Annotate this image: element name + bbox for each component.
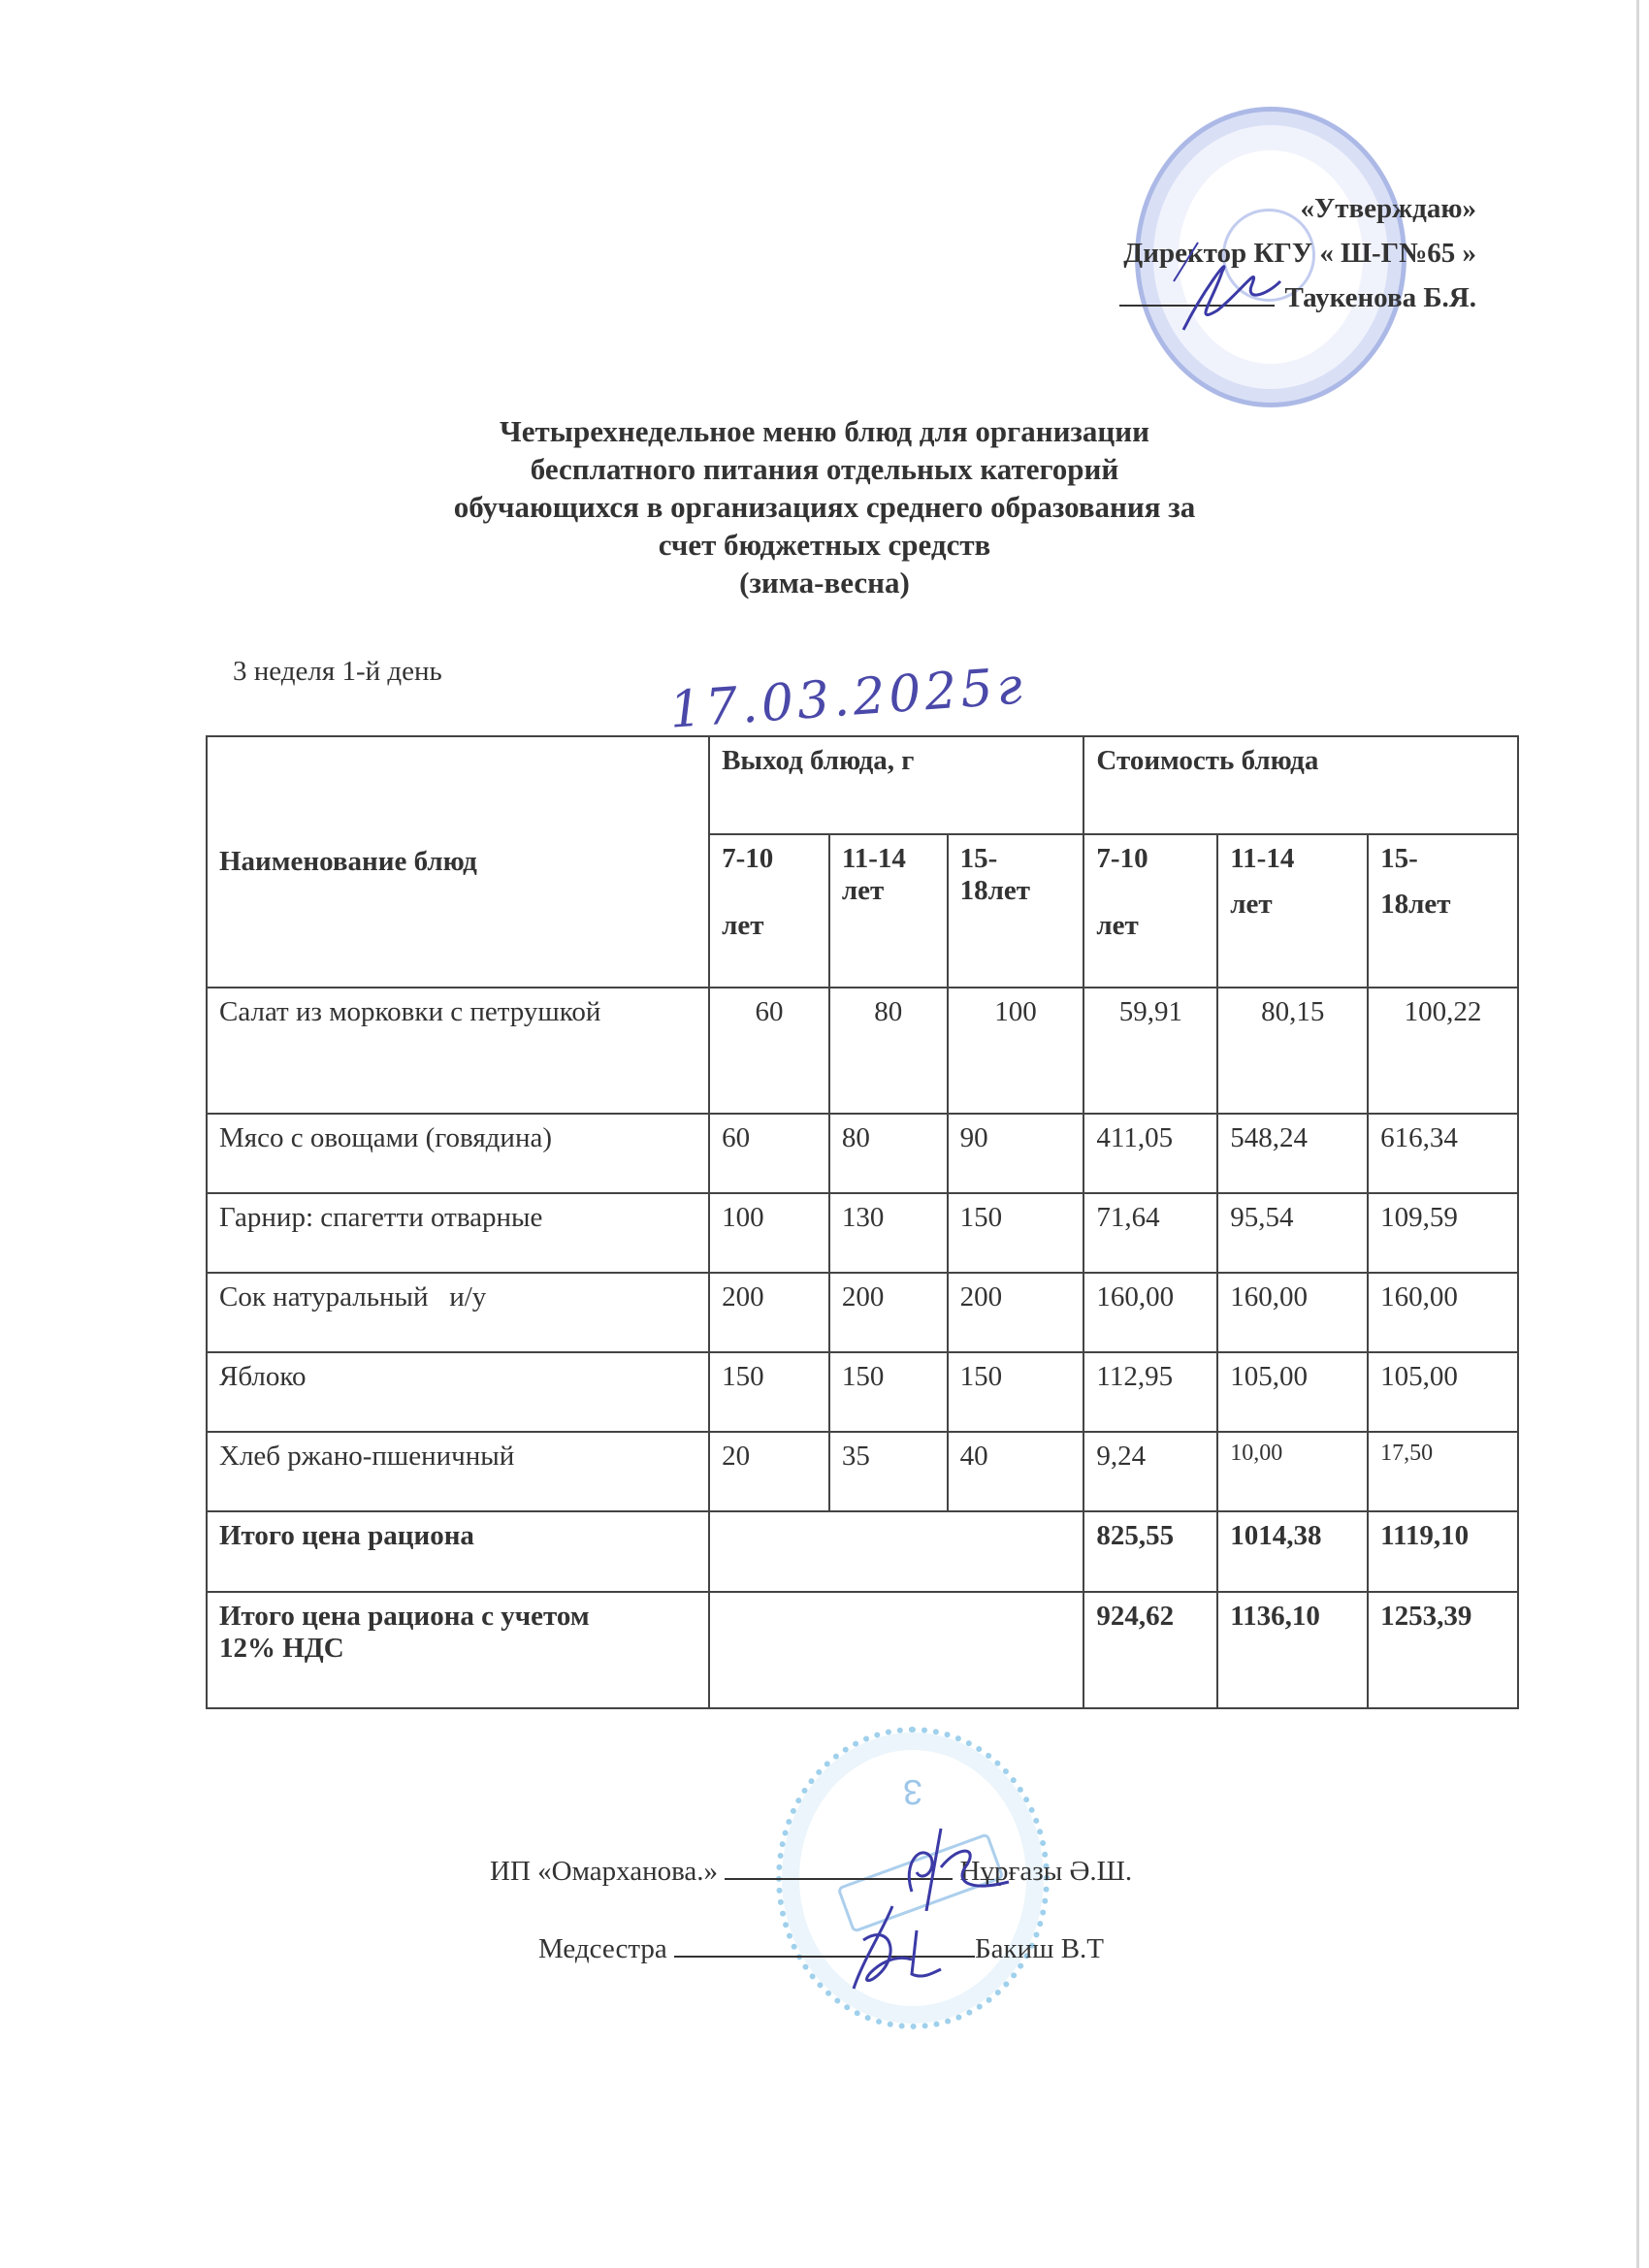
- total-vat-value: 1136,10: [1217, 1592, 1368, 1708]
- yield-value: 35: [829, 1432, 948, 1511]
- header-dish-name: Наименование блюд: [207, 736, 709, 988]
- header-cost: Стоимость блюда: [1083, 736, 1518, 834]
- yield-value: 80: [829, 988, 948, 1114]
- cost-value: 71,64: [1083, 1193, 1217, 1273]
- header-age: [829, 834, 948, 988]
- yield-value: 100: [709, 1193, 829, 1273]
- cost-value: 160,00: [1083, 1273, 1217, 1352]
- menu-table: [206, 735, 1519, 1709]
- supplier-signature: [873, 1824, 1028, 1911]
- age-top: 15-: [1380, 843, 1418, 874]
- dish-name: Мясо с овощами (говядина): [207, 1114, 709, 1193]
- header-age: [1083, 834, 1217, 988]
- yield-value: 150: [948, 1193, 1084, 1273]
- yield-value: 40: [948, 1432, 1084, 1511]
- cost-value: 100,22: [1368, 988, 1518, 1114]
- dish-name: Хлеб ржано-пшеничный: [207, 1432, 709, 1511]
- yield-value: 150: [829, 1352, 948, 1432]
- cost-value: 616,34: [1368, 1114, 1518, 1193]
- dish-name: Яблоко: [207, 1352, 709, 1432]
- yield-value: 60: [709, 988, 829, 1114]
- title-line: обучающихся в организациях среднего образования за: [453, 490, 1196, 524]
- age-top: 7-10: [1096, 843, 1148, 874]
- age-top: 11-14: [841, 843, 906, 874]
- total-vat-value: 1253,39: [1368, 1592, 1518, 1708]
- age-bottom: лет: [841, 875, 885, 906]
- total-label: Итого цена рациона: [207, 1511, 709, 1592]
- cost-value: 105,00: [1217, 1352, 1368, 1432]
- table-row: [207, 1193, 1518, 1273]
- table-row: [207, 1352, 1518, 1432]
- yield-value: 100: [948, 988, 1084, 1114]
- cost-value: 80,15: [1217, 988, 1368, 1114]
- yield-value: 90: [948, 1114, 1084, 1193]
- handwritten-date: 17.03.2025г: [667, 657, 1028, 740]
- table-row: [207, 1273, 1518, 1352]
- total-row: [207, 1511, 1518, 1592]
- yield-value: 200: [709, 1273, 829, 1352]
- table-row: [207, 988, 1518, 1114]
- yield-value: 130: [829, 1193, 948, 1273]
- age-top: 7-10: [722, 843, 774, 874]
- age-bottom: лет: [1230, 889, 1273, 920]
- page-edge: [1636, 0, 1639, 2268]
- title-line: бесплатного питания отдельных категорий: [530, 452, 1119, 486]
- table-row: [207, 1432, 1518, 1511]
- nurse-signature: [834, 1901, 970, 1998]
- total-vat-label: Итого цена рациона с учетом 12% НДС: [207, 1592, 709, 1708]
- approval-position: Директор КГУ « Ш-Г№65 »: [1123, 238, 1476, 269]
- week-day-label: 3 неделя 1-й день: [233, 656, 442, 687]
- age-bottom: лет: [1096, 910, 1139, 941]
- total-vat-row: [207, 1592, 1518, 1708]
- yield-value: 60: [709, 1114, 829, 1193]
- supplier-stamp: 3: [776, 1727, 1050, 2029]
- age-bottom: лет: [722, 910, 764, 941]
- dish-name: Салат из морковки с петрушкой: [207, 988, 709, 1114]
- approval-name: Таукенова Б.Я.: [1284, 282, 1476, 313]
- yield-value: 200: [829, 1273, 948, 1352]
- dish-name: Гарнир: спагетти отварные: [207, 1193, 709, 1273]
- cost-value: 10,00: [1217, 1432, 1368, 1511]
- document-title: [0, 412, 1649, 601]
- empty-cell: [709, 1511, 1083, 1592]
- cost-value: 411,05: [1083, 1114, 1217, 1193]
- supplier-name: Нұрғазы Ә.Ш.: [959, 1856, 1133, 1887]
- yield-value: 80: [829, 1114, 948, 1193]
- yield-value: 20: [709, 1432, 829, 1511]
- age-top: 15-: [959, 843, 998, 874]
- cost-value: 95,54: [1217, 1193, 1368, 1273]
- age-top: 11-14: [1230, 843, 1295, 874]
- yield-value: 200: [948, 1273, 1084, 1352]
- director-signature: [1164, 233, 1290, 340]
- age-bottom: 18лет: [1380, 889, 1451, 920]
- cost-value: 105,00: [1368, 1352, 1518, 1432]
- cost-value: 112,95: [1083, 1352, 1217, 1432]
- age-bottom: 18лет: [959, 875, 1030, 906]
- cost-value: 9,24: [1083, 1432, 1217, 1511]
- cost-value: 160,00: [1217, 1273, 1368, 1352]
- cost-value: 17,50: [1368, 1432, 1518, 1511]
- nurse-signature-row: [538, 1930, 1104, 1965]
- header-age: [709, 834, 829, 988]
- yield-value: 150: [709, 1352, 829, 1432]
- yield-value: 150: [948, 1352, 1084, 1432]
- supplier-label: ИП «Омарханова.»: [490, 1856, 719, 1887]
- title-line: Четырехнедельное меню блюд для организации: [500, 414, 1149, 448]
- title-line: (зима-весна): [739, 566, 910, 599]
- header-row: [207, 736, 1518, 834]
- total-vat-value: 924,62: [1083, 1592, 1217, 1708]
- cost-value: 160,00: [1368, 1273, 1518, 1352]
- approval-heading: «Утверждаю»: [1300, 193, 1476, 224]
- empty-cell: [709, 1592, 1083, 1708]
- total-value: 1014,38: [1217, 1511, 1368, 1592]
- nurse-name: Бакиш В.Т: [975, 1933, 1105, 1964]
- nurse-label: Медсестра: [538, 1933, 667, 1964]
- dish-name: Сок натуральный и/у: [207, 1273, 709, 1352]
- cost-value: 109,59: [1368, 1193, 1518, 1273]
- total-value: 825,55: [1083, 1511, 1217, 1592]
- total-value: 1119,10: [1368, 1511, 1518, 1592]
- header-age: [948, 834, 1084, 988]
- header-yield: Выход блюда, г: [709, 736, 1083, 834]
- table-row: [207, 1114, 1518, 1193]
- supplier-signature-row: [490, 1853, 1132, 1888]
- title-line: счет бюджетных средств: [658, 528, 991, 562]
- header-age: [1217, 834, 1368, 988]
- cost-value: 548,24: [1217, 1114, 1368, 1193]
- cost-value: 59,91: [1083, 988, 1217, 1114]
- header-age: [1368, 834, 1518, 988]
